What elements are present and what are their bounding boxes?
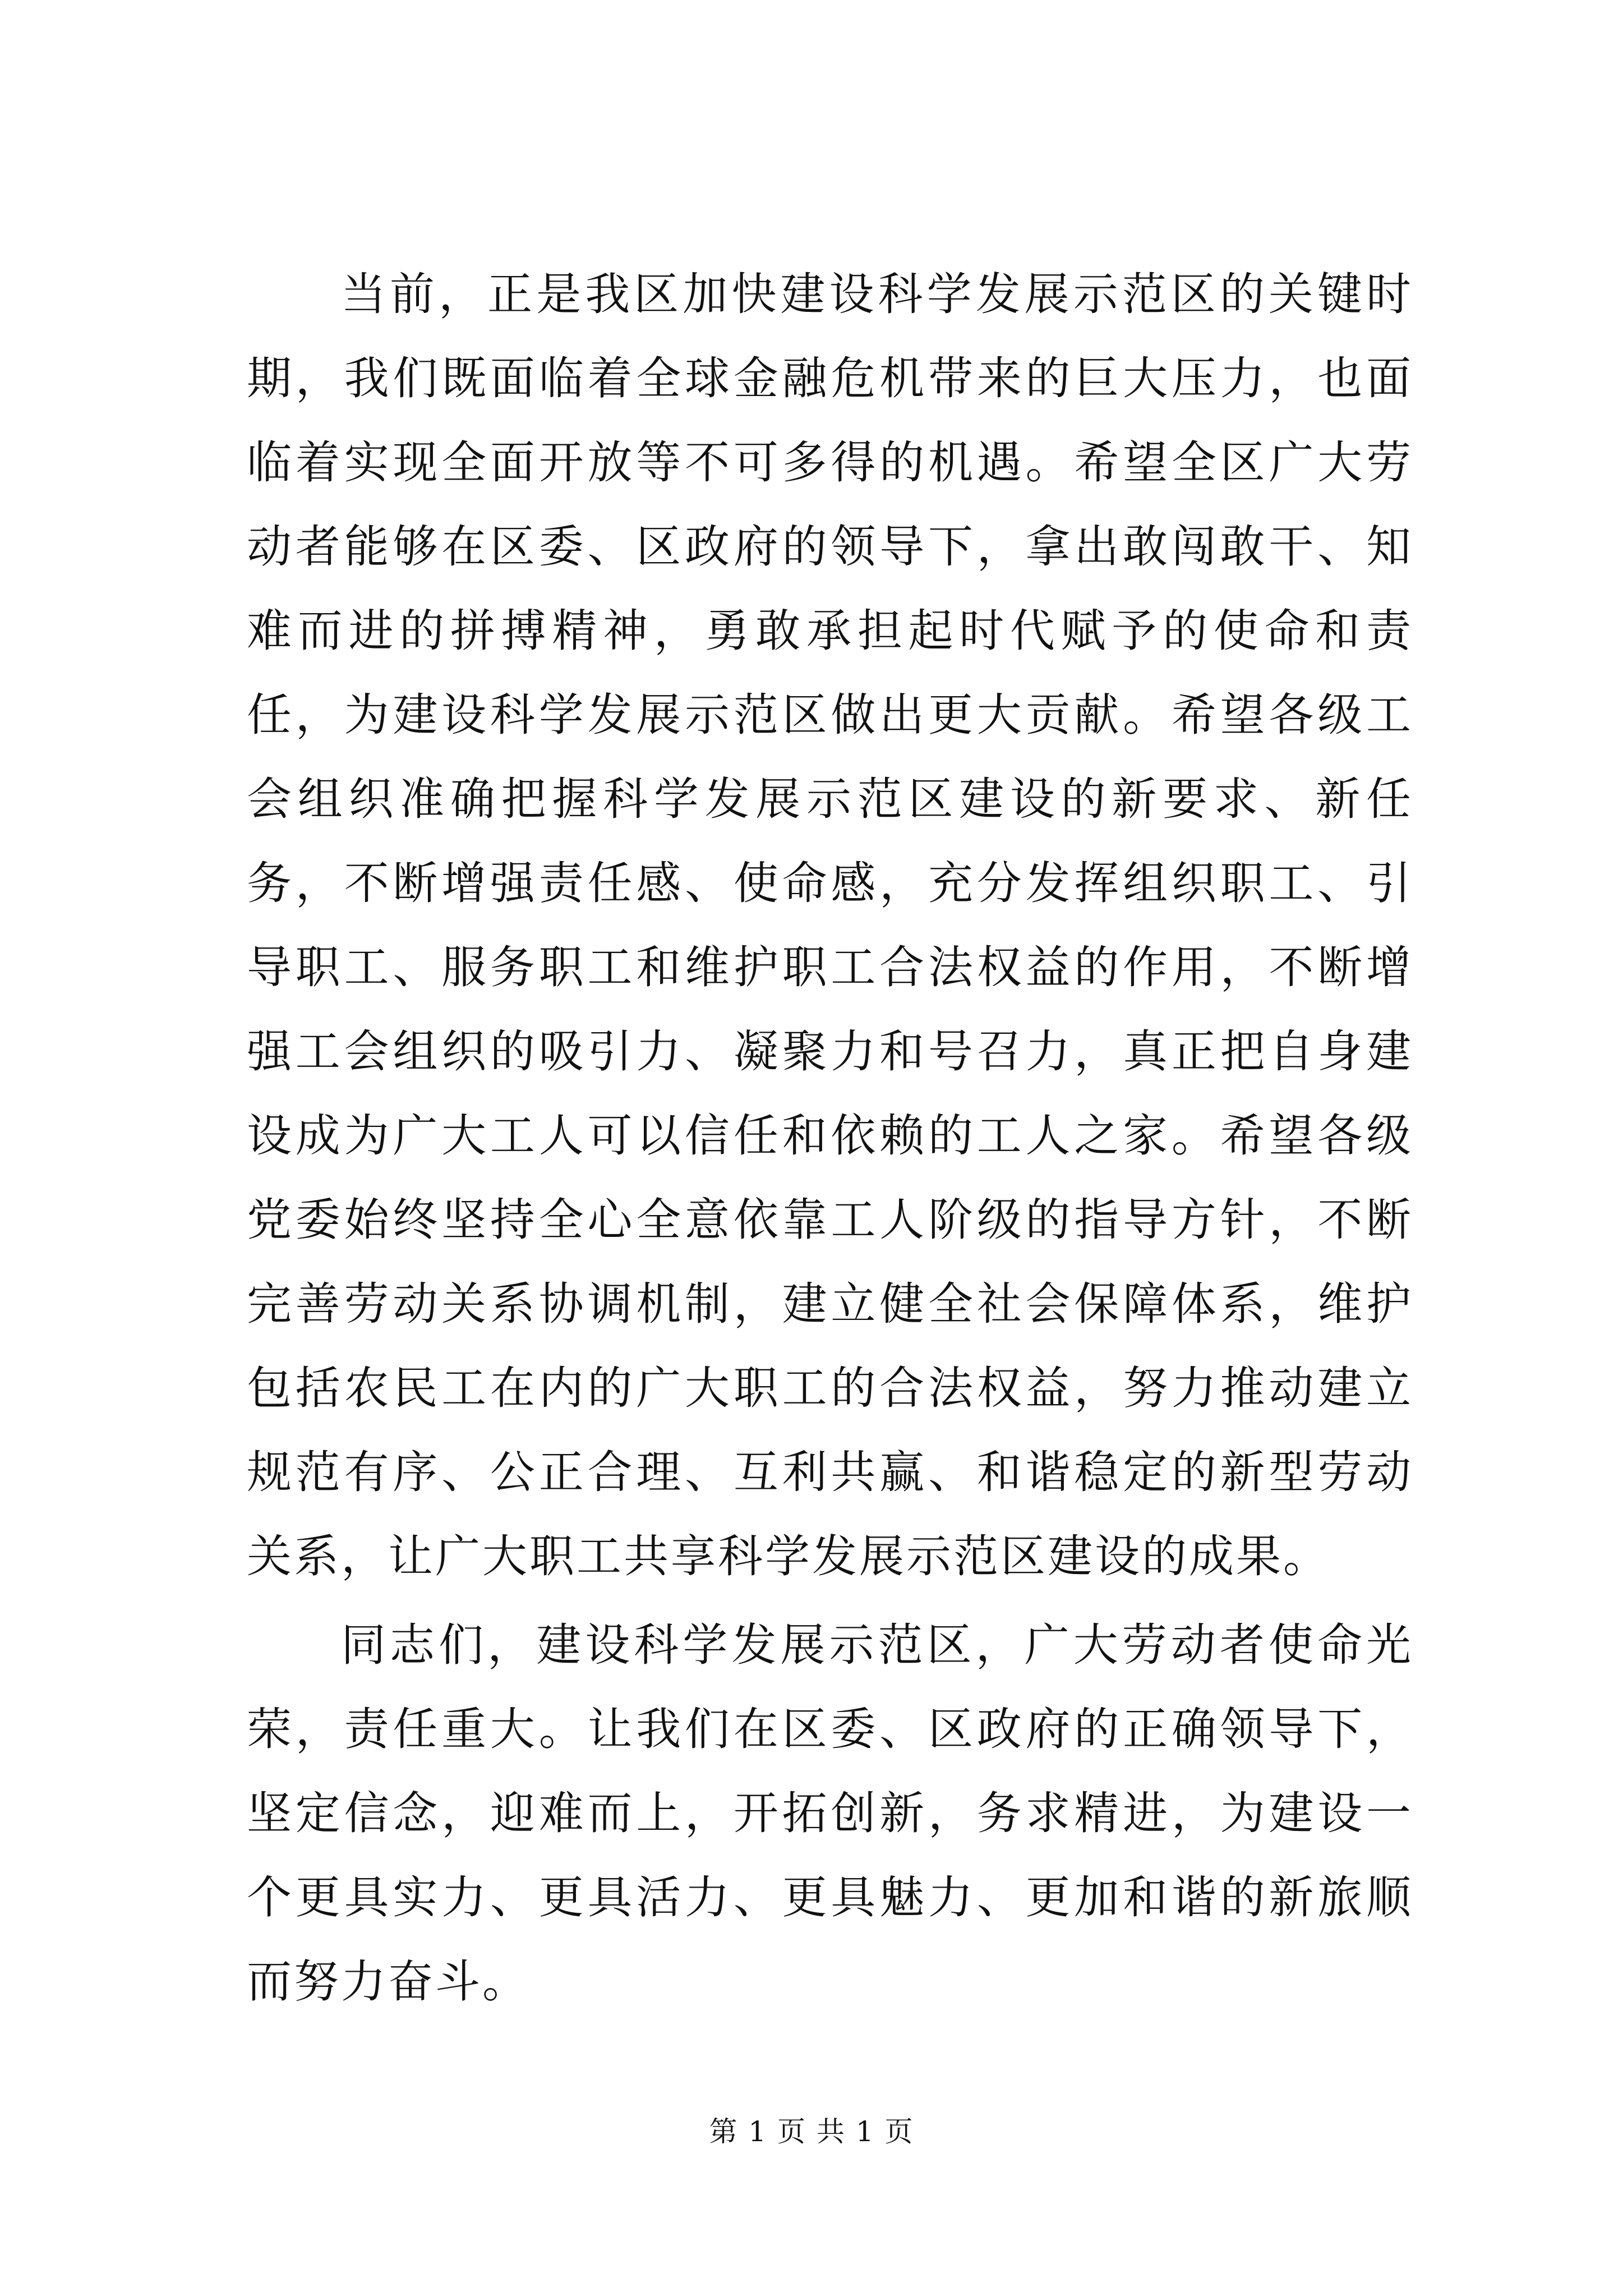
page-footer: 第 1 页 共 1 页 [709,2115,914,2148]
document-body [247,252,1413,2024]
paragraph-1: 当前，正是我区加快建设科学发展示范区的关键时期，我们既面临着全球金融危机带来的巨大压力，也面临着实现全面开放等不可多得的机遇。希望全区广大劳动者能够在区委、区政府的领导下，拿出敢闯敢干、知难而进的拼搏精神，勇敢承担起时代赋予的使命和责任，为建设科学发展示范区做出更大贡献。希望各级工会组织准确把握科学发展示范区建设的新要求、新任务，不断增强责任感、使命感，充分发挥组织职工、引导职工、服务职工和维护职工合法权益的作用，不断增强工会组织的吸引力、凝聚力和号召力，真正把自身建设成为广大工人可以信任和依赖的工人之家。希望各级党委始终坚持全心全意依靠工人阶级的指导方针，不断完善劳动关系协调机制，建立健全社会保障体系，维护包括农民工在内的广大职工的合法权益，努力推动建立规范有序、公正合理、互利共赢、和谐稳定的新型劳动关系，让广大职工共享科学发展示范区建设的成果。 [247,268,1413,1582]
paragraph-2: 同志们，建设科学发展示范区，广大劳动者使命光荣，责任重大。让我们在区委、区政府的正确领导下，坚定信念，迎难而上，开拓创新，务求精进，为建设一个更具实力、更具活力、更具魅力、更加和谐的新旅顺而努力奋斗。 [247,1619,1413,2008]
